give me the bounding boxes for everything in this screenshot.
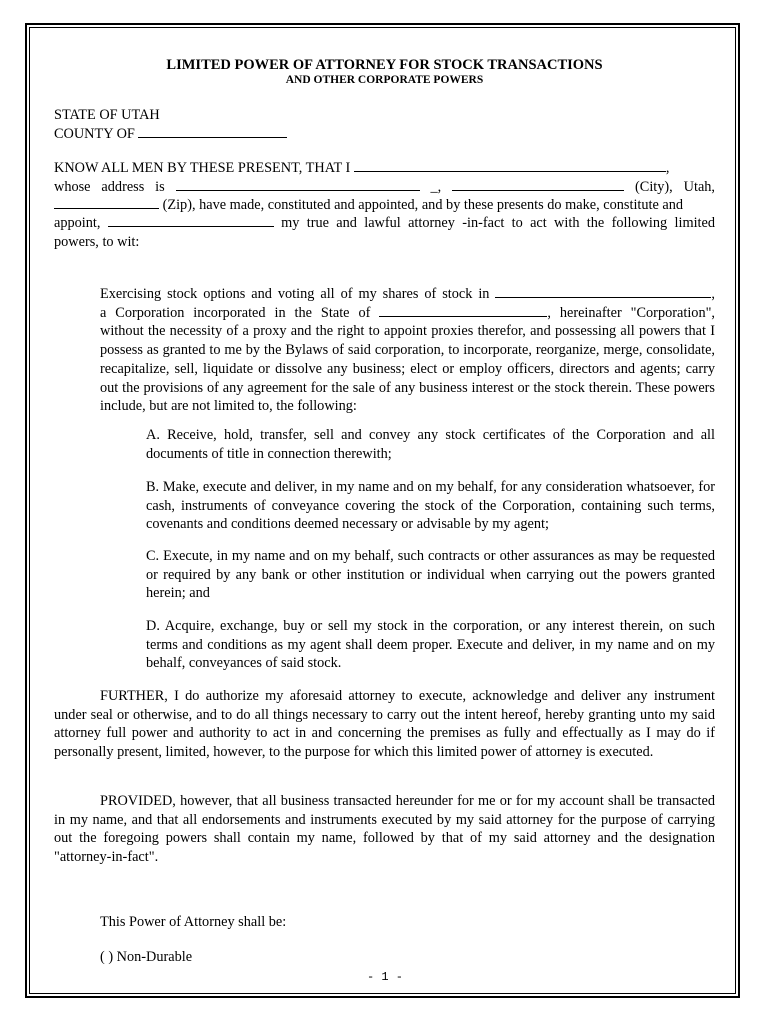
exercising-line1: Exercising stock options and voting all of my shares of stock in , [100, 286, 715, 302]
item-d: D. Acquire, exchange, buy or sell my stock in the corporation, or any interest therein, on such terms and conditions as my agent shall deem proper. Execute and deliver, in my name and on my behalf, conveyances of said stock. [146, 618, 715, 672]
zip-text: (Zip), have made, constituted and appointed, and by these presents do make, constitute and [162, 197, 684, 213]
state-line: STATE OF UTAH [54, 107, 160, 123]
appoint-text: my true and lawful attorney -in-fact to act with the following limited [281, 215, 716, 231]
county-blank[interactable] [138, 125, 287, 138]
further-paragraph: FURTHER, I do authorize my aforesaid attorney to execute, acknowledge and deliver any instrument under seal or otherwise, and to do all things necessary to carry out the intent hereof, hereby granting unto my said attorney full power and authority to act in and concerning the premises as fully and effectually as I may do if personally present, limited, however, to the purpose for which this limited power of attorney is executed. [54, 688, 715, 761]
know-all-men-line1: KNOW ALL MEN BY THESE PRESENT, THAT I , [54, 160, 670, 176]
provided-paragraph: PROVIDED, however, that all business transacted hereunder for me or for my account shall be transacted in my name, and that all endorsements and instruments executed by my said attorney for the purpose of carrying out the foregoing powers shall contain my name, followed by that of my said attorney and the designation "attorney-in-fact". [54, 793, 715, 866]
corporation-text: , hereinafter "Corporation", [547, 304, 715, 321]
county-label: COUNTY OF [54, 126, 135, 142]
item-a: A. Receive, hold, transfer, sell and convey any stock certificates of the Corporation and all documents of title in connection therewith; [146, 427, 715, 462]
city-blank[interactable] [452, 178, 624, 191]
appoint-line [54, 214, 715, 233]
incorporated-text: a Corporation incorporated in the State of [100, 304, 371, 321]
appoint-label: appoint, [54, 215, 101, 231]
address-blank[interactable] [176, 178, 420, 191]
exercising-line2 [100, 304, 715, 323]
document-subtitle: AND OTHER CORPORATE POWERS [285, 74, 484, 86]
state-of-incorporation-blank[interactable] [379, 304, 547, 317]
document-title: LIMITED POWER OF ATTORNEY FOR STOCK TRANSACTIONS [166, 57, 603, 73]
powers-line: powers, to wit: [54, 234, 140, 250]
principal-name-blank[interactable] [354, 159, 666, 172]
zip-line [54, 196, 715, 215]
page-number: - 1 - [366, 970, 403, 984]
exercising-text: Exercising stock options and voting all of my shares of stock in [100, 286, 490, 302]
address-line: whose address is _, (City), Utah, [54, 179, 716, 195]
exercising-paragraph [100, 285, 715, 416]
city-state-label: (City), Utah, [635, 179, 716, 195]
non-durable-option[interactable]: ( ) Non-Durable [100, 949, 193, 965]
know-all-men-text: KNOW ALL MEN BY THESE PRESENT, THAT I [54, 160, 351, 176]
powers-description: without the necessity of a proxy and the right to appoint proxies therefor, and possessing all powers that I possess as granted to me by the Bylaws of said corporation, to incorporate, reorganize, merge, consolidate, recapitalize, sell, liquidate or dissolve any business; elect or employ officers, directors and agents; carry out the provisions of any agreement for the sale of any business interest or the stock therein. These powers include, but are not limited to, the following: [100, 323, 715, 415]
attorney-name-blank[interactable] [108, 214, 274, 227]
company-name-blank[interactable] [495, 285, 711, 298]
shall-be-line: This Power of Attorney shall be: [100, 914, 287, 930]
item-b: B. Make, execute and deliver, in my name and on my behalf, for any consideration whatsoever, for cash, instruments of conveyance covering the stock of the Corporation, containing such terms, covenants and conditions deemed necessary or advisable by my agent; [146, 479, 715, 533]
zip-blank[interactable] [54, 196, 159, 209]
county-line [54, 125, 715, 144]
item-c: C. Execute, in my name and on my behalf, such contracts or other assurances as may be requested or required by any bank or other institution or individual when carrying out the powers granted herein; and [146, 548, 715, 602]
address-label: whose address is [54, 179, 165, 195]
